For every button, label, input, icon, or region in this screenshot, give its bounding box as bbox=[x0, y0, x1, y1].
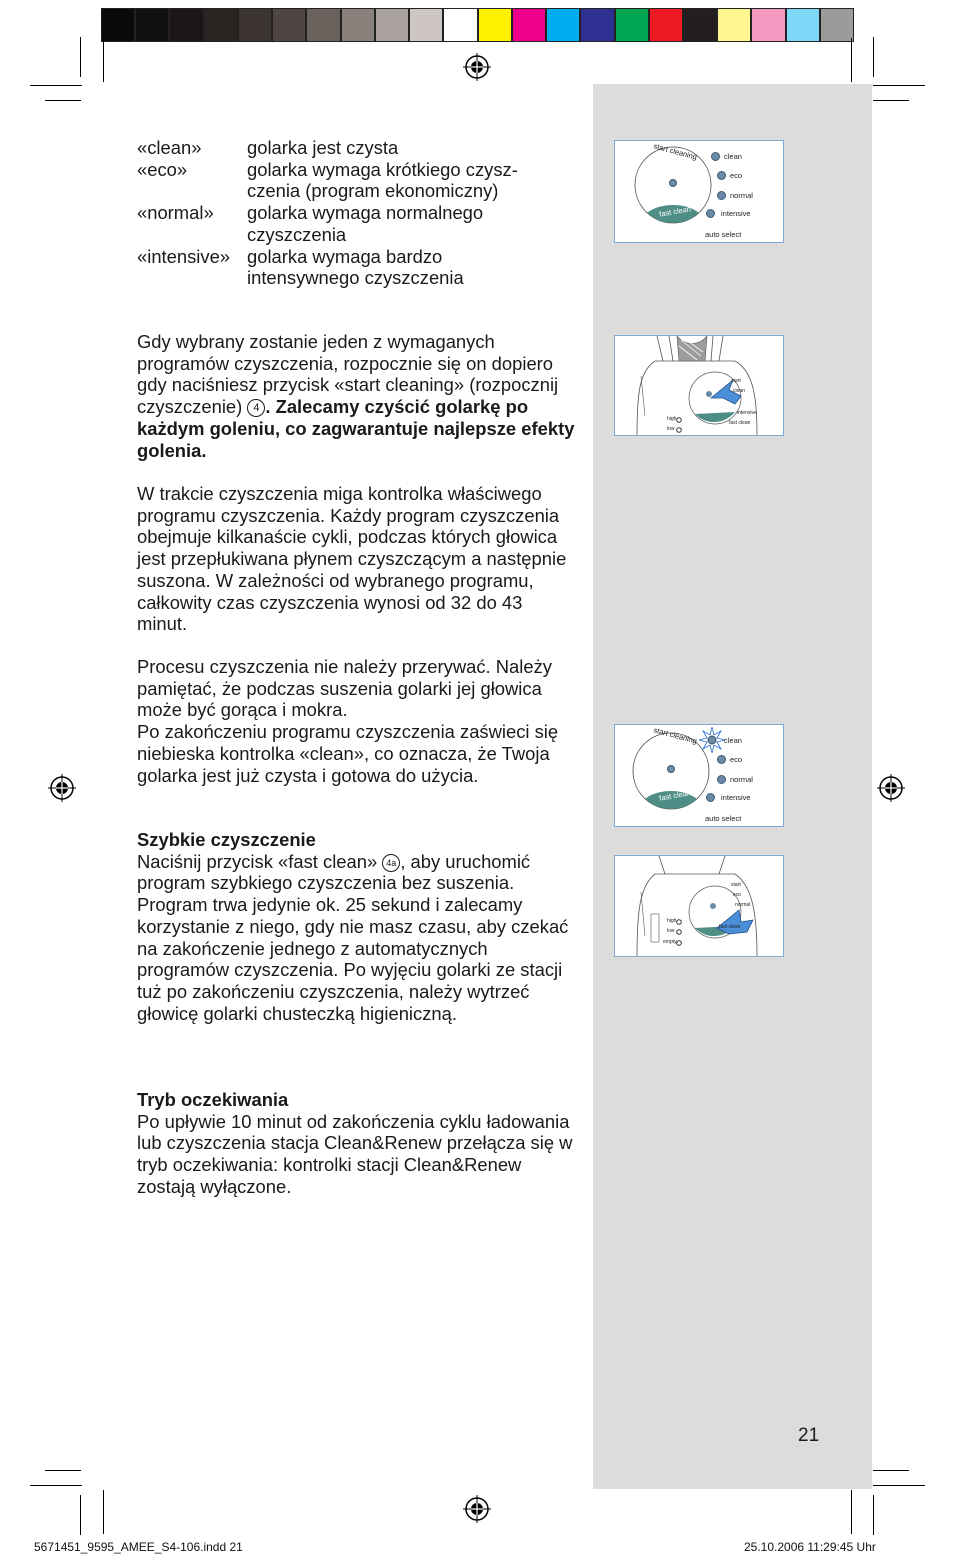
led-label: eco bbox=[733, 892, 742, 898]
paragraph-text: , aby uruchomić program szybkiego czyszczenia bez suszenia. Program trwa jedynie ok. 25 sekund i zalecamy korzystanie z niego, gdy nie masz czasu, aby czekać na zakończenie jednego z automatycznych programów czyszczenia. Po wyjęciu golarki ze stacji tuż po zakończeniu czyszczenia, należy wytrzeć głowicę golarki chusteczką higieniczną. bbox=[137, 850, 569, 1024]
cleaning-cycle-paragraph bbox=[137, 483, 577, 635]
cleaning-station-icon bbox=[615, 856, 783, 956]
press-start-figure bbox=[614, 335, 784, 436]
led-label: clean bbox=[733, 388, 745, 394]
definition-desc: golarka wymaga krótkiego czyszczenia (program ekonomiczny) bbox=[247, 158, 518, 202]
crop-mark bbox=[873, 85, 925, 86]
control-panel-figure bbox=[614, 140, 784, 243]
led-label: clean bbox=[724, 152, 742, 161]
led-label: start bbox=[731, 882, 741, 888]
auto-select-label: auto select bbox=[705, 230, 742, 239]
charge-label: low bbox=[667, 426, 675, 432]
intensive-led-icon bbox=[706, 209, 715, 218]
charge-label: low bbox=[667, 928, 675, 934]
fast-clean-label: fast clean bbox=[658, 788, 692, 803]
definition-row bbox=[137, 246, 547, 289]
crop-mark bbox=[45, 1470, 81, 1471]
paragraph-text: Po zakończeniu programu czyszczenia zaświeci się niebieska kontrolka «clean», co oznacza, że Twoja golarka jest już czysta i gotowa do użycia. bbox=[137, 721, 559, 786]
paragraph-text: Procesu czyszczenia nie należy przerywać. Należy pamiętać, że podczas suszenia golarki jej głowica może być gorąca i mokra. bbox=[137, 656, 552, 721]
color-swatch bbox=[751, 8, 785, 42]
definition-term: «normal» bbox=[137, 202, 214, 224]
registration-mark-icon bbox=[48, 774, 76, 802]
paragraph-text: W trakcie czyszczenia miga kontrolka właściwego programu czyszczenia. Każdy program czyszczenia obejmuje kilkanaście cykli, podczas których głowica jest przepłukiwana płynem czyszczącym a następnie suszona. W zależności od wybranego programu, całkowity czas czyszczenia wynosi od 32 do 43 minut. bbox=[137, 483, 567, 635]
definition-desc: golarka wymaga bardzo intensywnego czyszczenia bbox=[247, 245, 464, 289]
crop-mark bbox=[80, 1495, 81, 1535]
paragraph-text: Po upływie 10 minut od zakończenia cyklu ładowania lub czyszczenia stacja Clean&Renew przełącza się w tryb oczekiwania: kontrolki stacji Clean&Renew zostają wyłączone. bbox=[137, 1110, 573, 1197]
press-fast-clean-figure bbox=[614, 855, 784, 957]
color-swatch bbox=[820, 8, 854, 42]
definition-term: «intensive» bbox=[137, 245, 231, 267]
definition-row bbox=[137, 159, 547, 202]
registration-mark-icon bbox=[877, 774, 905, 802]
crop-mark bbox=[851, 38, 852, 82]
paragraph-emphasis: . Zalecamy czyścić golarkę po każdym goleniu, co zagwarantuje najlepsze efekty golenia. bbox=[137, 396, 575, 461]
led-label: eco bbox=[730, 171, 743, 180]
color-swatch bbox=[683, 8, 717, 42]
color-swatch bbox=[204, 8, 238, 42]
color-swatch bbox=[101, 8, 135, 42]
reference-number: 4a bbox=[382, 854, 400, 872]
charge-label: empty bbox=[663, 939, 677, 945]
start-cleaning-paragraph bbox=[137, 331, 577, 461]
crop-mark bbox=[45, 100, 81, 101]
crop-mark bbox=[873, 37, 874, 77]
color-swatch bbox=[615, 8, 649, 42]
clean-led-icon bbox=[711, 152, 720, 161]
crop-mark bbox=[80, 37, 81, 77]
crop-mark bbox=[873, 1485, 925, 1486]
paragraph-text: Gdy wybrany zostanie jeden z wymaganych programów czyszczenia, rozpocznie się on dopiero gdy naciśniesz przycisk «start cleaning» (rozpocznij czyszczenie) bbox=[137, 331, 559, 418]
fast-clean-section bbox=[137, 829, 577, 1024]
crop-mark bbox=[873, 1495, 874, 1535]
crop-mark bbox=[30, 1485, 82, 1486]
section-heading: Szybkie czyszczenie bbox=[137, 829, 316, 850]
definition-desc: golarka jest czysta bbox=[247, 137, 399, 158]
color-swatch bbox=[443, 8, 477, 42]
cleaning-station-icon bbox=[615, 336, 783, 435]
color-swatch bbox=[717, 8, 751, 42]
color-calibration-bar bbox=[101, 8, 854, 42]
standby-section bbox=[137, 1089, 577, 1198]
definition-row bbox=[137, 202, 547, 245]
start-cleaning-label: start cleaning bbox=[652, 141, 699, 162]
crop-mark bbox=[103, 1490, 104, 1534]
fast-clean-label: fast clean bbox=[658, 204, 692, 219]
led-label: clean bbox=[724, 736, 742, 745]
charge-label: high bbox=[667, 416, 677, 422]
crop-mark bbox=[103, 38, 104, 82]
crop-mark bbox=[851, 1490, 852, 1534]
crop-mark bbox=[873, 1470, 909, 1471]
crop-mark bbox=[30, 85, 82, 86]
definition-row bbox=[137, 137, 547, 159]
color-swatch bbox=[478, 8, 512, 42]
clean-led-lit-icon bbox=[699, 727, 725, 753]
led-label: intensive bbox=[737, 410, 757, 416]
definition-term: «clean» bbox=[137, 137, 202, 158]
led-label: fast clean bbox=[719, 924, 741, 930]
page-number: 21 bbox=[798, 1425, 820, 1446]
registration-mark-icon bbox=[463, 1495, 491, 1523]
slug-file-info: 5671451_9595_AMEE_S4-106.indd 21 bbox=[34, 1540, 243, 1554]
normal-led-icon bbox=[717, 191, 726, 200]
color-swatch bbox=[135, 8, 169, 42]
crop-mark bbox=[873, 100, 909, 101]
color-swatch bbox=[512, 8, 546, 42]
color-swatch bbox=[169, 8, 203, 42]
section-heading: Tryb oczekiwania bbox=[137, 1089, 289, 1110]
color-swatch bbox=[375, 8, 409, 42]
start-cleaning-label: start cleaning bbox=[652, 725, 699, 746]
color-swatch bbox=[786, 8, 820, 42]
color-swatch bbox=[546, 8, 580, 42]
led-label: normal bbox=[730, 191, 753, 200]
cleaning-notes-paragraph bbox=[137, 656, 577, 786]
led-label: intensive bbox=[721, 209, 751, 218]
intensive-led-icon bbox=[706, 793, 715, 802]
eco-led-icon bbox=[717, 171, 726, 180]
led-label: start bbox=[731, 378, 741, 384]
color-swatch bbox=[341, 8, 375, 42]
color-swatch bbox=[272, 8, 306, 42]
definition-term: «eco» bbox=[137, 158, 188, 180]
led-label: intensive bbox=[721, 793, 751, 802]
paragraph-text: Naciśnij przycisk «fast clean» bbox=[137, 850, 383, 872]
color-swatch bbox=[306, 8, 340, 42]
led-label: fast clean bbox=[729, 420, 751, 426]
led-label: eco bbox=[730, 755, 743, 764]
definition-desc: golarka wymaga normalnego czyszczenia bbox=[247, 202, 484, 245]
led-label: normal bbox=[730, 775, 753, 784]
eco-led-icon bbox=[717, 755, 726, 764]
color-swatch bbox=[580, 8, 614, 42]
status-definitions bbox=[137, 137, 547, 289]
registration-mark-icon bbox=[463, 53, 491, 81]
clean-lit-figure bbox=[614, 724, 784, 827]
auto-select-label: auto select bbox=[705, 814, 742, 823]
reference-number: 4 bbox=[247, 399, 265, 417]
normal-led-icon bbox=[717, 775, 726, 784]
slug-timestamp: 25.10.2006 11:29:45 Uhr bbox=[744, 1540, 876, 1554]
color-swatch bbox=[238, 8, 272, 42]
color-swatch bbox=[409, 8, 443, 42]
color-swatch bbox=[649, 8, 683, 42]
charge-label: high bbox=[667, 918, 677, 924]
led-label: normal bbox=[735, 902, 751, 908]
